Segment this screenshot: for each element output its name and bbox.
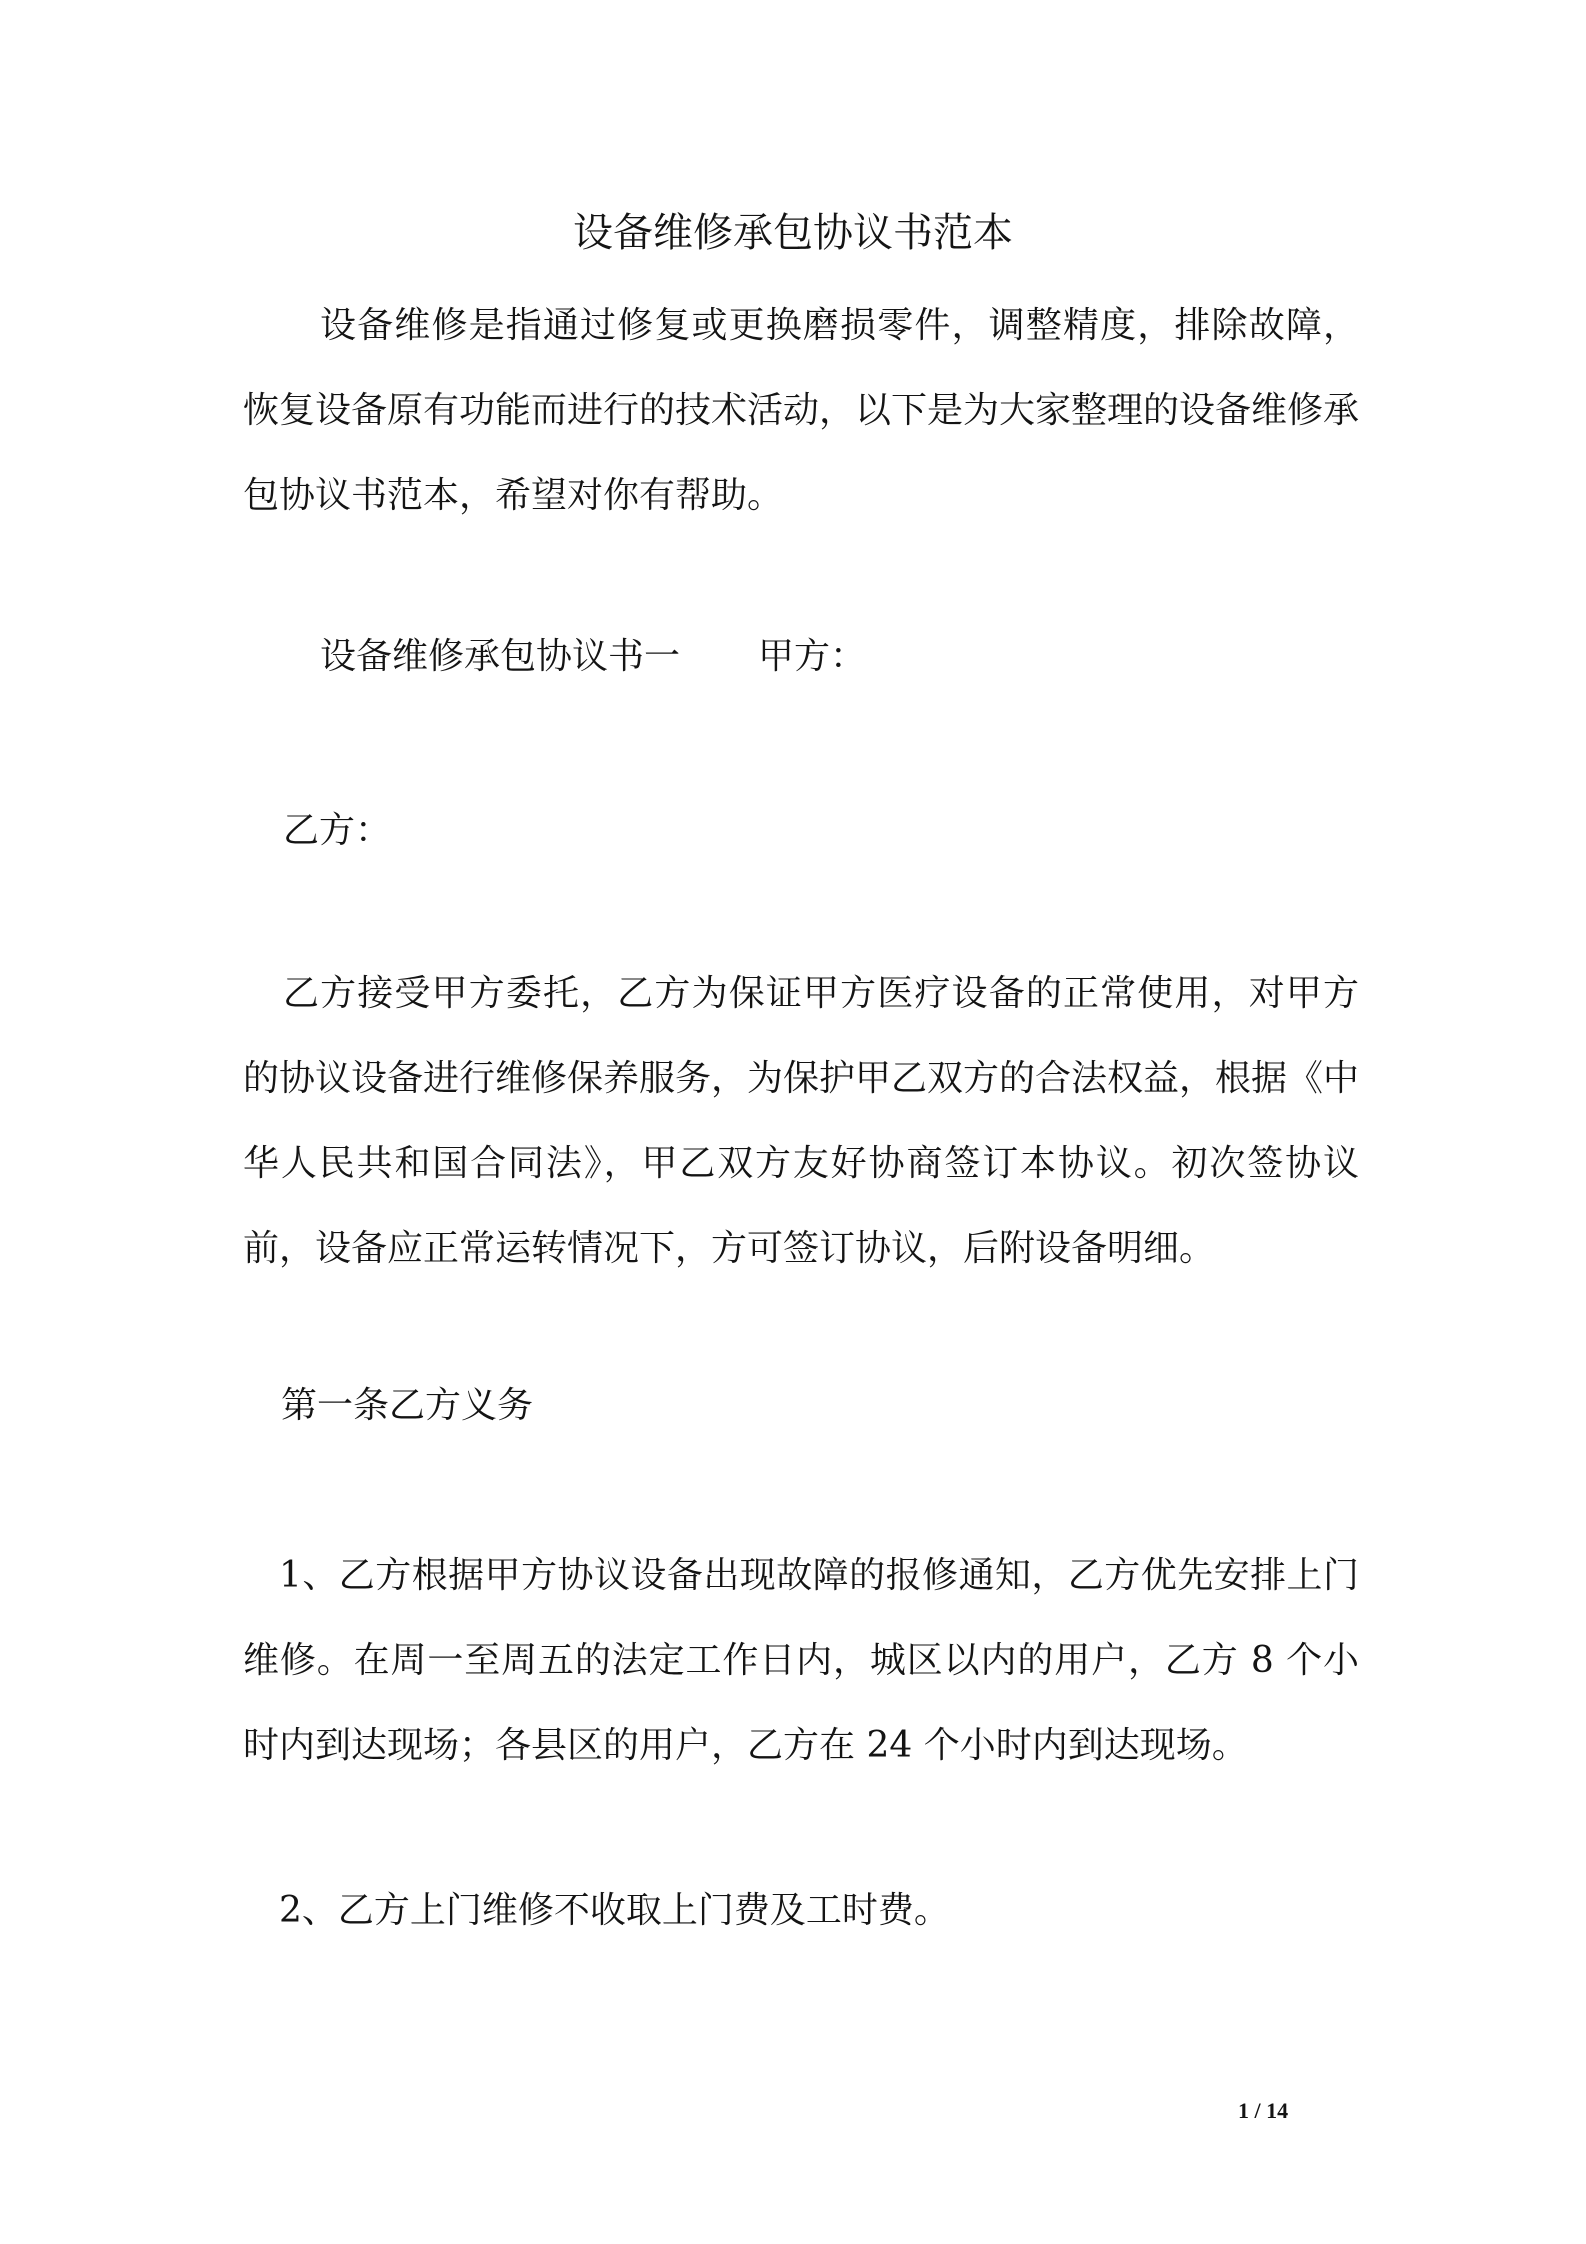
- document-title: 设备维修承包协议书范本: [573, 210, 1013, 256]
- clause-1: 1、乙方根据甲方协议设备出现故障的报修通知，乙方优先安排上门维修。在周一至周五的法定工作日内，城区以内的用户，乙方 8 个小时内到达现场；各县区的用户，乙方在 24 个小时内到达现场。: [243, 1555, 1359, 1766]
- party-a-label: 甲方：: [758, 636, 867, 677]
- clause-2: 2、乙方上门维修不收取上门费及工时费。: [279, 1890, 950, 1931]
- preamble-paragraph: 乙方接受甲方委托，乙方为保证甲方医疗设备的正常使用，对甲方的协议设备进行维修保养服务，为保护甲乙双方的合法权益，根据《中华人民共和国合同法》，甲乙双方友好协商签订本协议。初次签协议前，设备应正常运转情况下，方可签订协议，后附设备明细。: [243, 973, 1360, 1269]
- agreement-heading-line: [243, 614, 1359, 699]
- intro-paragraph: 设备维修是指通过修复或更换磨损零件，调整精度，排除故障，恢复设备原有功能而进行的技术活动，以下是为大家整理的设备维修承包协议书范本，希望对你有帮助。: [243, 305, 1360, 516]
- party-b-label: 乙方：: [283, 810, 392, 851]
- page-number: 1 / 14: [1238, 2098, 1289, 2123]
- agreement-heading: 设备维修承包协议书一: [320, 636, 681, 677]
- article-1-heading: 第一条乙方义务: [281, 1385, 534, 1426]
